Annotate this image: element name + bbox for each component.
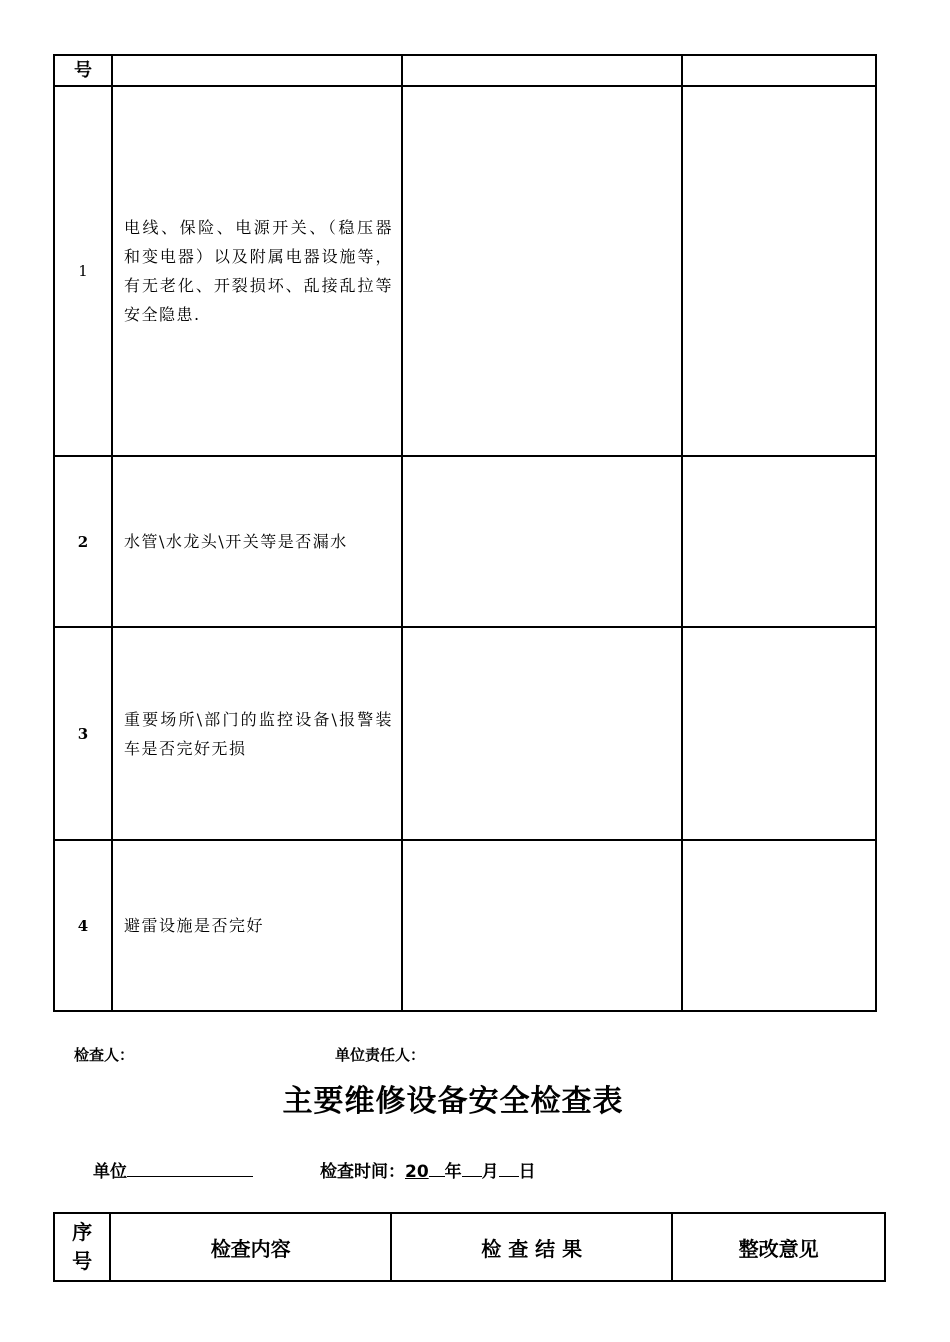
month-label: 月 (481, 1162, 499, 1182)
row-content: 重要场所\部门的监控设备\报警装车是否完好无损 (112, 627, 402, 840)
year-prefix: 20 (405, 1162, 429, 1182)
unit-responsible-label: 单位责任人： (335, 1046, 426, 1064)
month-blank[interactable] (462, 1160, 482, 1177)
row-opinion-cell (682, 627, 876, 840)
seq-header-cell (54, 1213, 110, 1281)
unit-label: 单位 (93, 1162, 127, 1182)
day-blank[interactable] (499, 1160, 519, 1177)
row-opinion-cell (682, 456, 876, 627)
row-result-cell (402, 86, 682, 456)
opinion-header-cell: 整改意见 (672, 1213, 885, 1281)
row-opinion-cell (682, 840, 876, 1011)
row-number: 1 (54, 86, 112, 456)
document-title: 主要维修设备安全检查表 (282, 1084, 624, 1119)
row-content: 水管\水龙头\开关等是否漏水 (112, 456, 402, 627)
row-opinion-cell (682, 86, 876, 456)
day-label: 日 (518, 1162, 536, 1182)
inspector-label: 检查人： (74, 1046, 135, 1064)
year-label: 年 (444, 1162, 462, 1182)
content-header-cell (112, 55, 402, 86)
unit-field (93, 1157, 253, 1182)
table-row (54, 627, 876, 840)
time-label: 检查时间： (320, 1162, 405, 1182)
result-header-cell (402, 55, 682, 86)
content-header-cell: 检查内容 (110, 1213, 391, 1281)
row-result-cell (402, 456, 682, 627)
row-number: 2 (54, 456, 112, 627)
inspection-table-header (53, 1212, 886, 1282)
row-number: 3 (54, 627, 112, 840)
unit-blank[interactable] (127, 1160, 253, 1177)
row-number: 4 (54, 840, 112, 1011)
inspection-date-field (320, 1157, 536, 1182)
opinion-header-cell (682, 55, 876, 86)
result-header-cell: 检 查 结 果 (391, 1213, 672, 1281)
seq-header-line1: 序 (72, 1220, 93, 1244)
row-result-cell (402, 840, 682, 1011)
table-header-row (54, 55, 876, 86)
row-content: 避雷设施是否完好 (112, 840, 402, 1011)
year-blank[interactable] (429, 1160, 445, 1177)
row-content: 电线、保险、电源开关、（稳压器和变电器）以及附属电器设施等，有无老化、开裂损坏、乱接乱拉等安全隐患. (112, 86, 402, 456)
table-row (54, 840, 876, 1011)
table-header-row (54, 1213, 885, 1281)
table-row (54, 456, 876, 627)
table-row (54, 86, 876, 456)
row-result-cell (402, 627, 682, 840)
seq-header-cell: 号 (54, 55, 112, 86)
seq-header-line2: 号 (72, 1249, 93, 1273)
inspection-table-continued (53, 54, 877, 1012)
